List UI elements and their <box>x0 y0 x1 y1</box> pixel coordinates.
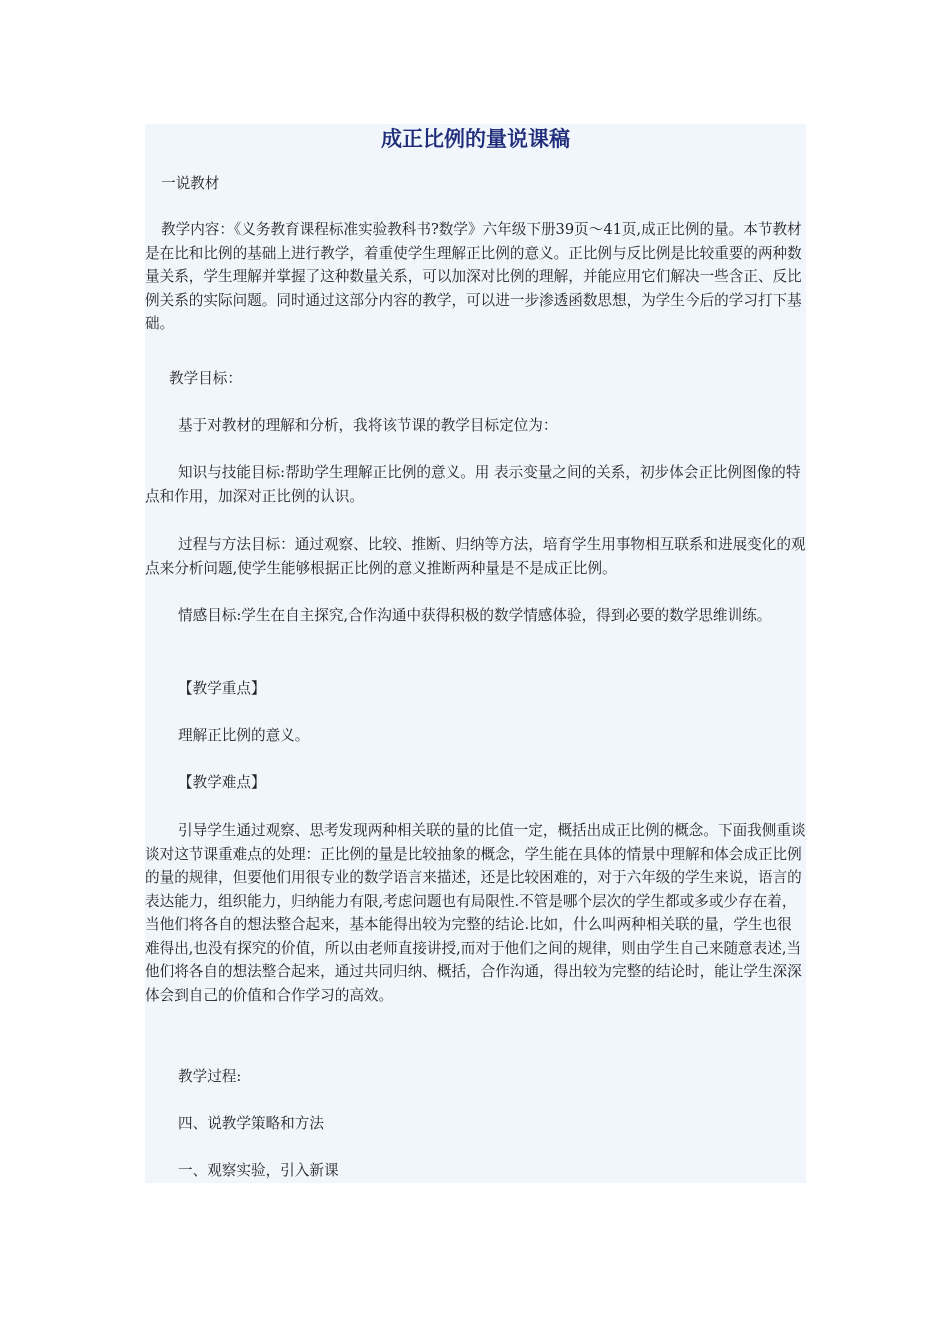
material-heading: 一说教材 <box>161 175 220 192</box>
goal-knowledge: 知识与技能目标:帮助学生理解正比例的意义。用 表示变量之间的关系，初步体会正比例图像的特点和作用，加深对正比例的认识。 <box>145 464 801 505</box>
content-paragraph: 教学内容：《义务教育课程标准实验教科书?数学》六年级下册39页～41页,成正比例的量。本节教材是在比和比例的基础上进行教学，着重使学生理解正比例的意义。正比例与反比例是比较重要的两种数量关系，学生理解并掌握了这种数量关系，可以加深对比例的理解，并能应用它们解决一些含正、反比例关系的实际问题。同时通过这部分内容的教学，可以进一步渗透函数思想，为学生今后的学习打下基础。 <box>145 221 802 332</box>
goal-process: 过程与方法目标：通过观察、比较、推断、归纳等方法，培育学生用事物相互联系和进展变化的观点来分析问题,使学生能够根据正比例的意义推断两种量是不是成正比例。 <box>145 536 806 577</box>
goals-intro: 基于对教材的理解和分析，我将该节课的教学目标定位为： <box>178 417 558 434</box>
strategy-heading: 四、说教学策略和方法 <box>178 1115 324 1132</box>
difficulty-text: 引导学生通过观察、思考发现两种相关联的量的比值一定，概括出成正比例的概念。下面我侧重谈谈对这节课重难点的处理：正比例的量是比较抽象的概念，学生能在具体的情景中理解和体会成正比例的量的规律，但要他们用很专业的数学语言来描述，还是比较困难的，对于六年级的学生来说，语言的表达能力，组织能力，归纳能力有限,考虑问题也有局限性.不管是哪个层次的学生都或多或少存在着，当他们将各自的想法整合起来，基本能得出较为完整的结论.比如，什么叫两种相关联的量，学生也很难得出,也没有探究的价值，所以由老师直接讲授,而对于他们之间的规律，则由学生自己来随意表述,当他们将各自的想法整合起来，通过共同归纳、概括，合作沟通，得出较为完整的结论时，能让学生深深体会到自己的价值和合作学习的高效。 <box>145 822 806 1004</box>
goals-heading: 教学目标： <box>169 370 242 387</box>
difficulty-heading: 【教学难点】 <box>178 774 266 791</box>
step-one-heading: 一、观察实验，引入新课 <box>178 1162 339 1179</box>
process-heading: 教学过程: <box>178 1068 242 1085</box>
key-points-heading: 【教学重点】 <box>178 680 266 697</box>
document-title: 成正比例的量说课稿 <box>381 127 570 151</box>
key-points-text: 理解正比例的意义。 <box>178 727 310 744</box>
goal-emotion: 情感目标:学生在自主探究,合作沟通中获得积极的数学情感体验，得到必要的数学思维训练。 <box>178 607 772 624</box>
